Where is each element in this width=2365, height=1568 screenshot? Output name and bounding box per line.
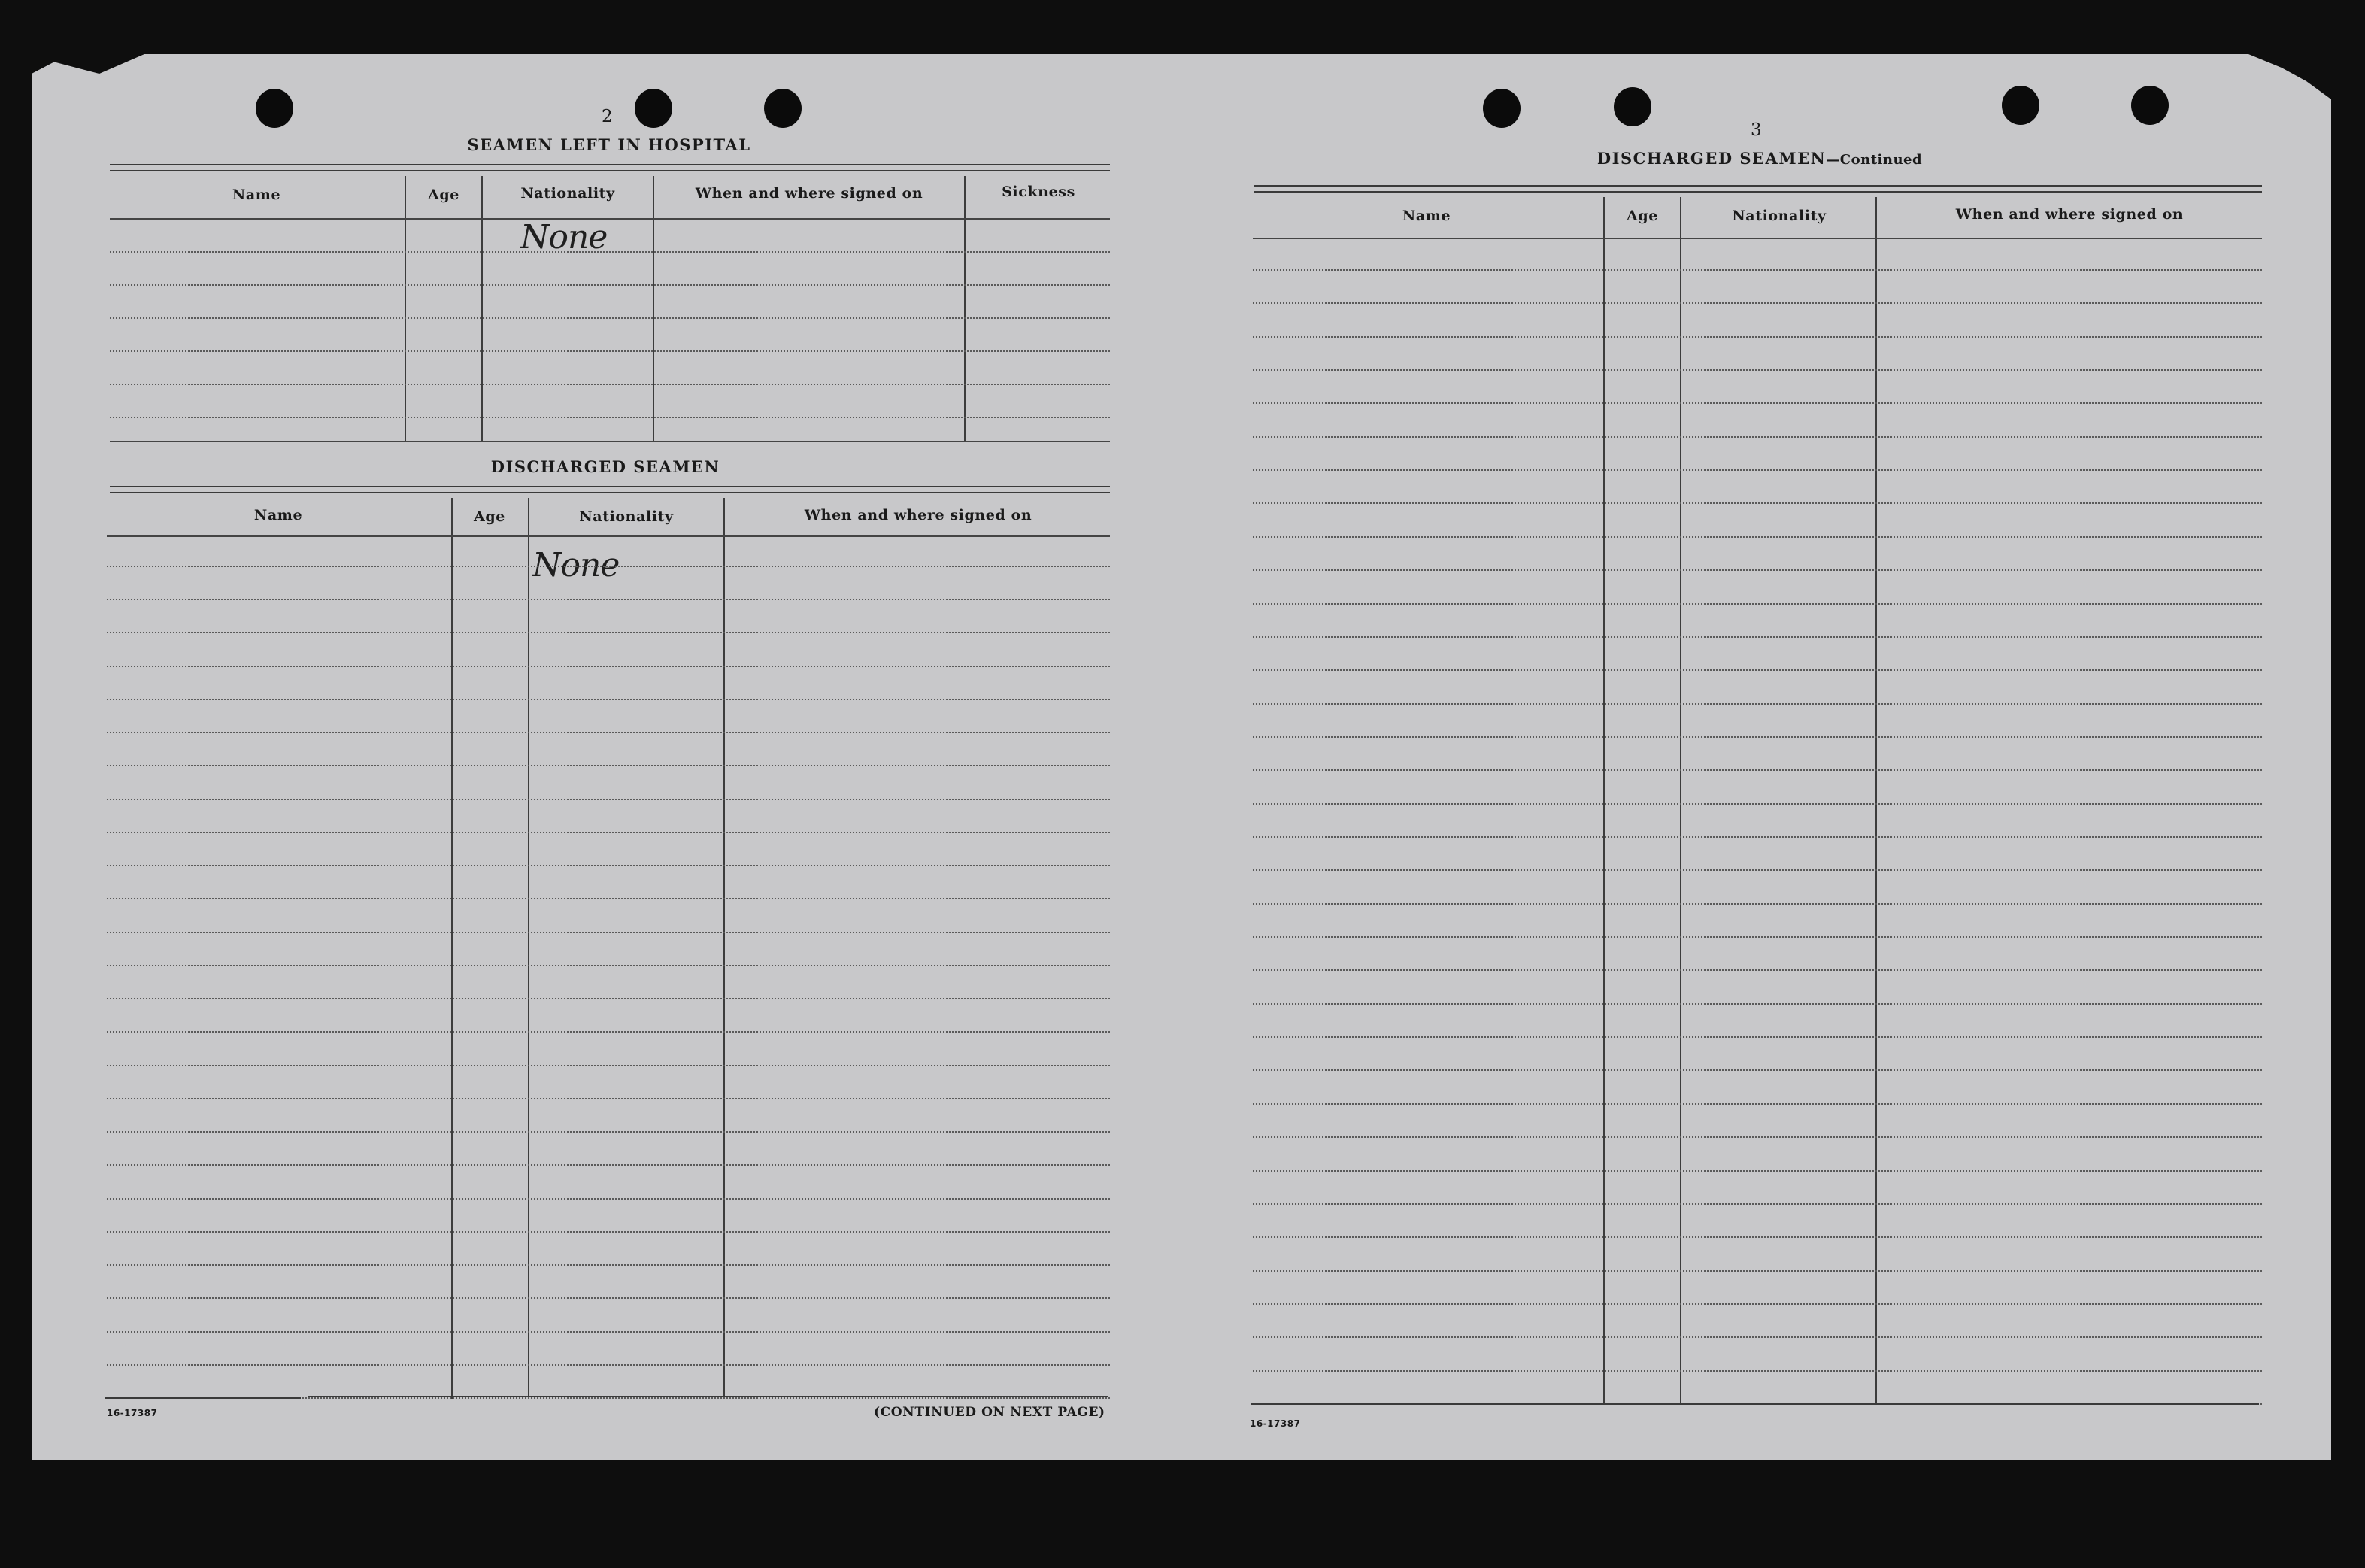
table-row (1253, 502, 2262, 504)
column-divider (405, 176, 406, 442)
table-row (107, 898, 1110, 899)
column-header-age: Age (428, 187, 459, 203)
punch-hole (635, 89, 672, 128)
column-header-signed-on: When and where signed on (804, 507, 1032, 523)
table-row (107, 1164, 1110, 1166)
hospital-table (110, 176, 1110, 444)
title-rule (1254, 191, 2262, 193)
table-row (1253, 1370, 2262, 1372)
table-row (1253, 1270, 2262, 1272)
table-row (1253, 436, 2262, 438)
table-row (107, 632, 1110, 633)
table-row (1253, 1003, 2262, 1005)
form-number: 16-17387 (107, 1408, 158, 1418)
footer-rule (1251, 1403, 2259, 1405)
table-row (1253, 903, 2262, 905)
table-row (1253, 636, 2262, 638)
punch-hole (2002, 86, 2039, 125)
column-divider (1603, 197, 1605, 1405)
right-section-title (1587, 149, 1933, 168)
punch-hole (1483, 89, 1521, 128)
table-row (107, 1331, 1110, 1333)
table-row (1253, 336, 2262, 338)
title-rule (110, 164, 1110, 165)
table-row (107, 865, 1110, 866)
column-header-signed-on: When and where signed on (695, 185, 923, 202)
header-rule (107, 535, 1110, 537)
column-header-nationality: Nationality (579, 508, 674, 525)
table-row (1253, 536, 2262, 538)
column-divider (481, 176, 483, 442)
table-row (107, 1264, 1110, 1266)
table-row (1253, 1170, 2262, 1172)
punch-hole (1614, 87, 1651, 126)
column-header-age: Age (474, 508, 505, 525)
hospital-section-title: SEAMEN LEFT IN HOSPITAL (467, 135, 751, 154)
discharged-table (107, 498, 1110, 1402)
title-rule (110, 170, 1110, 171)
table-row (107, 1297, 1110, 1299)
table-row (1253, 569, 2262, 571)
table-row (107, 932, 1110, 933)
table-row (1253, 936, 2262, 938)
table-row (110, 417, 1110, 418)
column-header-name: Name (1402, 208, 1451, 224)
title-rule (1254, 185, 2262, 187)
header-rule (1253, 238, 2262, 239)
table-row (110, 251, 1110, 253)
column-header-nationality: Nationality (520, 185, 615, 202)
table-row (1253, 302, 2262, 304)
column-header-nationality: Nationality (1732, 208, 1827, 224)
table-row (1253, 703, 2262, 705)
handwritten-none: None (532, 546, 620, 584)
punch-hole (2131, 86, 2169, 125)
table-row (1253, 1036, 2262, 1038)
table-row (107, 998, 1110, 999)
punch-hole (256, 89, 293, 128)
table-row (107, 666, 1110, 667)
column-header-name: Name (253, 507, 303, 523)
table-row (1253, 736, 2262, 738)
footer-rule (105, 1397, 301, 1399)
torn-corner-left (32, 54, 144, 74)
table-row (1253, 469, 2262, 471)
table-row (1253, 969, 2262, 971)
torn-corner-right (2248, 54, 2331, 99)
header-rule (110, 218, 1110, 220)
table-row (1253, 1069, 2262, 1071)
table-row (1253, 1236, 2262, 1238)
table-row (107, 732, 1110, 733)
table-row (110, 384, 1110, 385)
discharged-section-title: DISCHARGED SEAMEN (490, 457, 720, 476)
table-row (1253, 269, 2262, 271)
form-number: 16-17387 (1250, 1418, 1301, 1429)
handwritten-none: None (520, 218, 608, 256)
table-row (1253, 669, 2262, 671)
right-section-title-main: DISCHARGED SEAMEN (1596, 149, 1827, 168)
column-header-name: Name (232, 187, 281, 203)
table-row (107, 1364, 1110, 1366)
table-row (107, 832, 1110, 833)
table-row (1253, 369, 2262, 371)
table-row (107, 799, 1110, 800)
table-row (107, 965, 1110, 966)
column-divider (964, 176, 966, 442)
column-header-age: Age (1627, 208, 1658, 224)
column-divider (1875, 197, 1877, 1405)
table-bottom-rule (110, 441, 1110, 442)
column-header-sickness: Sickness (1002, 183, 1075, 200)
footer-rule (308, 1396, 1108, 1397)
right-section-title-continued: —Continued (1826, 152, 1923, 168)
table-row (1253, 1336, 2262, 1338)
column-divider (653, 176, 654, 442)
table-row (110, 317, 1110, 319)
table-row (1253, 1136, 2262, 1138)
column-header-signed-on: When and where signed on (1955, 206, 2184, 223)
table-row (1253, 1103, 2262, 1105)
table-row (107, 566, 1110, 567)
discharged-continued-table (1253, 197, 2262, 1408)
table-row (1253, 402, 2262, 404)
table-row (107, 765, 1110, 766)
table-row (1253, 836, 2262, 838)
left-page-number: 2 (602, 107, 613, 126)
table-row (1253, 1303, 2262, 1305)
table-row (107, 1198, 1110, 1200)
table-row (107, 1031, 1110, 1033)
table-row (1253, 803, 2262, 805)
table-row (107, 1065, 1110, 1066)
right-page-number: 3 (1751, 120, 1762, 140)
table-row (107, 599, 1110, 600)
punch-hole (764, 89, 802, 128)
column-divider (1680, 197, 1681, 1405)
title-rule (110, 492, 1110, 493)
table-row (110, 284, 1110, 286)
table-row (1253, 769, 2262, 771)
title-rule (110, 486, 1110, 487)
table-row (1253, 603, 2262, 605)
table-row (107, 1131, 1110, 1133)
continued-note: (CONTINUED ON NEXT PAGE) (874, 1405, 1105, 1420)
table-row (107, 699, 1110, 700)
table-row (107, 1231, 1110, 1233)
table-row (1253, 869, 2262, 871)
table-row (1253, 1203, 2262, 1205)
table-row (110, 350, 1110, 352)
table-row (107, 1098, 1110, 1099)
